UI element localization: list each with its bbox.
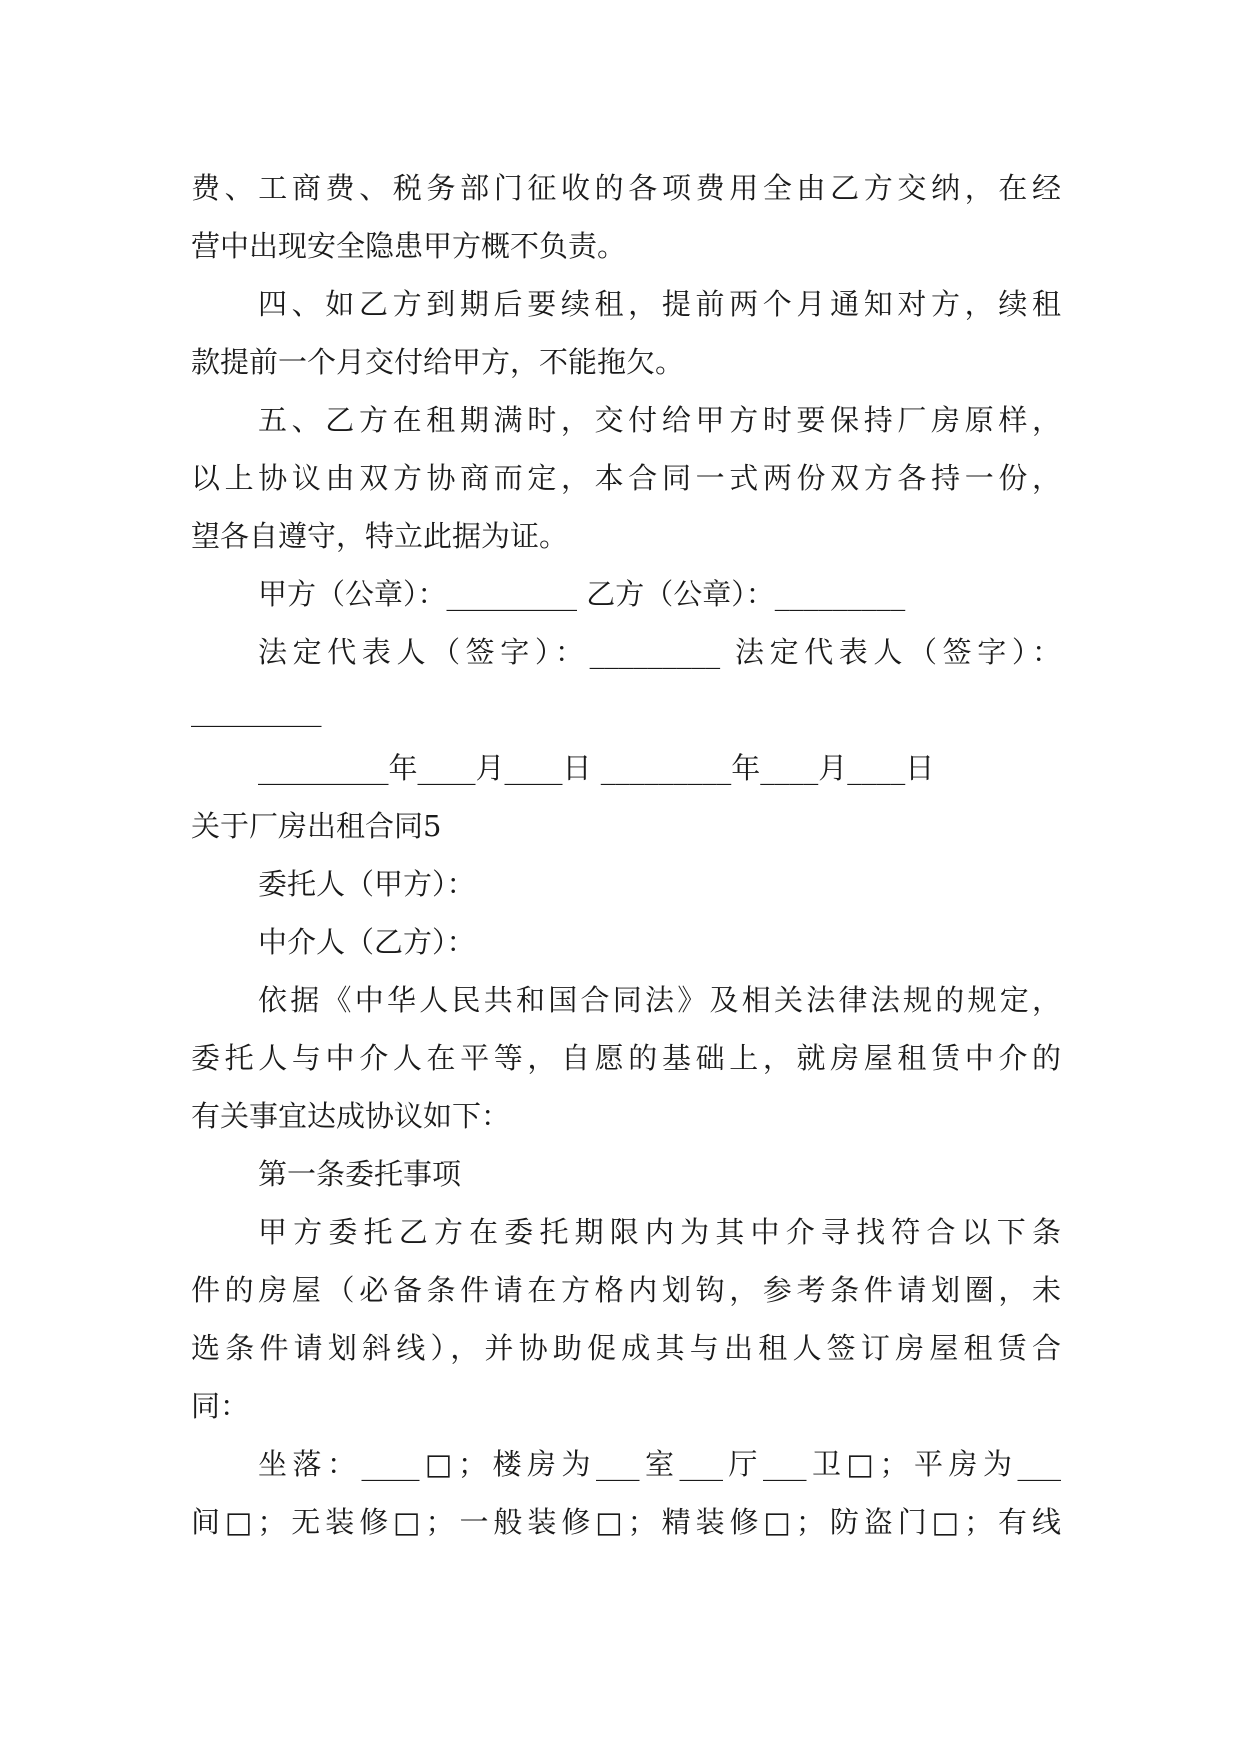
text-line: 五、乙方在租期满时，交付给甲方时要保持厂房原样，	[258, 403, 1061, 437]
text-line: 四、如乙方到期后要续租，提前两个月通知对方，续租	[258, 287, 1061, 321]
text-line: 营中出现安全隐患甲方概不负责。	[191, 229, 627, 263]
text-line: 以上协议由双方协商而定，本合同一式两份双方各持一份，	[191, 461, 1061, 495]
party-b-line: 中介人（乙方）：	[258, 925, 476, 959]
article-heading: 第一条委托事项	[258, 1157, 462, 1191]
text-line: 委托人与中介人在平等，自愿的基础上，就房屋租赁中介的	[191, 1041, 1061, 1075]
text-line: 选条件请划斜线），并协助促成其与出租人签订房屋租赁合	[191, 1331, 1061, 1365]
text-line: 望各自遵守，特立此据为证。	[191, 519, 569, 553]
party-a-line: 委托人（甲方）：	[258, 867, 476, 901]
date-line: _________年____月____日 _________年____月____日	[258, 751, 935, 785]
text-line: 坐落：____□；楼房为___室___厅___卫□；平房为___	[258, 1447, 1061, 1481]
text-line: 间□；无装修□；一般装修□；精装修□；防盗门□；有线	[191, 1505, 1061, 1539]
text-line: 有关事宜达成协议如下：	[191, 1099, 511, 1133]
text-line: 款提前一个月交付给甲方，不能拖欠。	[191, 345, 685, 379]
text-line: 依据《中华人民共和国合同法》及相关法律法规的规定，	[258, 983, 1061, 1017]
text-line: 甲方委托乙方在委托期限内为其中介寻找符合以下条	[258, 1215, 1061, 1249]
signature-line-representative: 法定代表人（签字）：_________ 法定代表人（签字）：	[258, 635, 1061, 669]
signature-line-seal: 甲方（公章）：_________ 乙方（公章）：_________	[258, 577, 906, 611]
text-line: 费、工商费、税务部门征收的各项费用全由乙方交纳，在经	[191, 171, 1061, 205]
signature-blank: _________	[191, 693, 322, 727]
text-line: 件的房屋（必备条件请在方格内划钩，参考条件请划圈，未	[191, 1273, 1061, 1307]
text-line: 同：	[191, 1389, 250, 1423]
section-title: 关于厂房出租合同5	[191, 809, 442, 843]
